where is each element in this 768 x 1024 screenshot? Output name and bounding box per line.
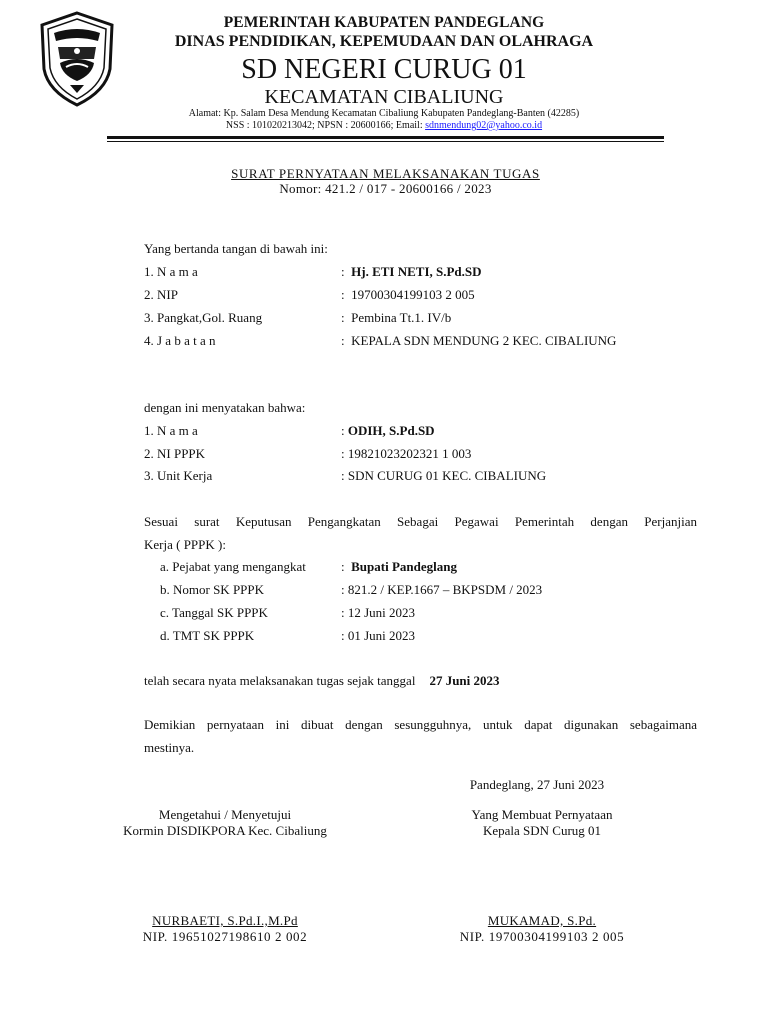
- letterhead-school-name: SD NEGERI CURUG 01: [241, 54, 527, 85]
- signer-name-label: 1. N a m a: [144, 264, 198, 279]
- sign-right-line2: Kepala SDN Curug 01: [482, 823, 602, 838]
- employee-nipppk-label: 2. NI PPPK: [144, 446, 206, 461]
- place-date: Pandeglang, 27 Juni 2023: [469, 777, 605, 792]
- colon: :: [341, 310, 345, 325]
- signer-rank-value: [341, 310, 451, 326]
- sign-left-line2: Kormin DISDIKPORA Kec. Cibaliung: [123, 823, 327, 838]
- decree-paragraph-line2: Kerja ( PPPK ):: [144, 537, 226, 552]
- signer-rank: Pembina Tt.1. IV/b: [351, 310, 452, 325]
- colon: :: [341, 446, 345, 461]
- duty-text: telah secara nyata melaksanakan tugas sejak tanggal: [144, 673, 416, 688]
- closing-line1: Demikian pernyataan ini dibuat dengan sesungguhnya, untuk dapat digunakan sebagaimana: [144, 717, 697, 732]
- employee-nipppk-value: [341, 446, 471, 462]
- sign-left-nip: NIP. 19651027198610 2 002: [142, 929, 308, 944]
- signer-position-value: [341, 333, 616, 349]
- signer-name-value: [341, 264, 482, 280]
- letterhead-ids-text: NSS : 101020213042; NPSN : 20600166; Email:: [225, 120, 426, 131]
- decree-date: 12 Juni 2023: [347, 605, 416, 620]
- decree-date-value: [341, 605, 415, 621]
- decree-tmt-label: d. TMT SK PPPK: [160, 628, 255, 643]
- letterhead-address: Alamat: Kp. Salam Desa Mendung Kecamatan Cibaliung Kabupaten Pandeglang-Banten (42285): [188, 108, 580, 119]
- decree-number-value: [341, 582, 542, 598]
- sign-right-name: MUKAMAD, S.Pd.: [487, 913, 597, 928]
- decree-date-label: c. Tanggal SK PPPK: [160, 605, 268, 620]
- document-title: SURAT PERNYATAAN MELAKSANAKAN TUGAS: [231, 166, 540, 181]
- statement-intro: dengan ini menyatakan bahwa:: [144, 400, 306, 415]
- signer-intro: Yang bertanda tangan di bawah ini:: [144, 241, 328, 256]
- employee-unit-value: [341, 468, 546, 484]
- employee-name-label: 1. N a m a: [144, 423, 198, 438]
- signer-nip: 19700304199103 2 005: [351, 287, 475, 302]
- colon: :: [341, 628, 345, 643]
- colon: :: [341, 582, 345, 597]
- decree-official-value: [341, 559, 457, 575]
- signer-rank-label: 3. Pangkat,Gol. Ruang: [144, 310, 263, 325]
- decree-number-label: b. Nomor SK PPPK: [160, 582, 265, 597]
- letterhead-rule-thin: [107, 141, 664, 142]
- duty-date: 27 Juni 2023: [429, 673, 500, 688]
- letterhead-email-link[interactable]: sdnmendung02@yahoo.co.id: [425, 120, 543, 131]
- colon: :: [341, 287, 345, 302]
- decree-official: Bupati Pandeglang: [351, 559, 457, 574]
- employee-unit: SDN CURUG 01 KEC. CIBALIUNG: [347, 468, 547, 483]
- document-number: Nomor: 421.2 / 017 - 20600166 / 2023: [279, 181, 492, 196]
- sign-right-nip: NIP. 19700304199103 2 005: [459, 929, 625, 944]
- decree-paragraph-line1: Sesuai surat Keputusan Pengangkatan Sebagai Pegawai Pemerintah dengan Perjanjian: [144, 514, 697, 529]
- decree-tmt: 01 Juni 2023: [347, 628, 416, 643]
- sign-left-line1: Mengetahui / Menyetujui: [158, 807, 292, 822]
- decree-number: 821.2 / KEP.1667 – BKPSDM / 2023: [347, 582, 543, 597]
- letterhead-district: KECAMATAN CIBALIUNG: [264, 86, 504, 108]
- colon: :: [341, 333, 345, 348]
- signer-name: Hj. ETI NETI, S.Pd.SD: [351, 264, 482, 279]
- letterhead-agency: DINAS PENDIDIKAN, KEPEMUDAAN DAN OLAHRAGA: [174, 33, 594, 50]
- signer-position-label: 4. J a b a t a n: [144, 333, 216, 348]
- letterhead-rule-thick: [107, 136, 664, 139]
- colon: :: [341, 468, 345, 483]
- duty-statement: [144, 673, 500, 689]
- employee-nipppk: 19821023202321 1 003: [347, 446, 472, 461]
- decree-official-label: a. Pejabat yang mengangkat: [160, 559, 306, 574]
- sign-right-line1: Yang Membuat Pernyataan: [471, 807, 613, 822]
- signer-position: KEPALA SDN MENDUNG 2 KEC. CIBALIUNG: [351, 333, 617, 348]
- regency-crest-logo: [36, 11, 118, 107]
- closing-line2: mestinya.: [144, 740, 195, 755]
- signer-nip-value: [341, 287, 475, 303]
- letterhead-ids: [120, 120, 648, 131]
- colon: :: [341, 264, 345, 279]
- colon: :: [341, 605, 345, 620]
- employee-name-value: [341, 423, 435, 439]
- signer-nip-label: 2. NIP: [144, 287, 178, 302]
- colon: :: [341, 423, 345, 438]
- employee-unit-label: 3. Unit Kerja: [144, 468, 213, 483]
- employee-name: ODIH, S.Pd.SD: [347, 423, 435, 438]
- letterhead-government: PEMERINTAH KABUPATEN PANDEGLANG: [223, 14, 545, 31]
- colon: :: [341, 559, 345, 574]
- sign-left-name: NURBAETI, S.Pd.I.,M.Pd: [152, 913, 298, 928]
- decree-tmt-value: [341, 628, 415, 644]
